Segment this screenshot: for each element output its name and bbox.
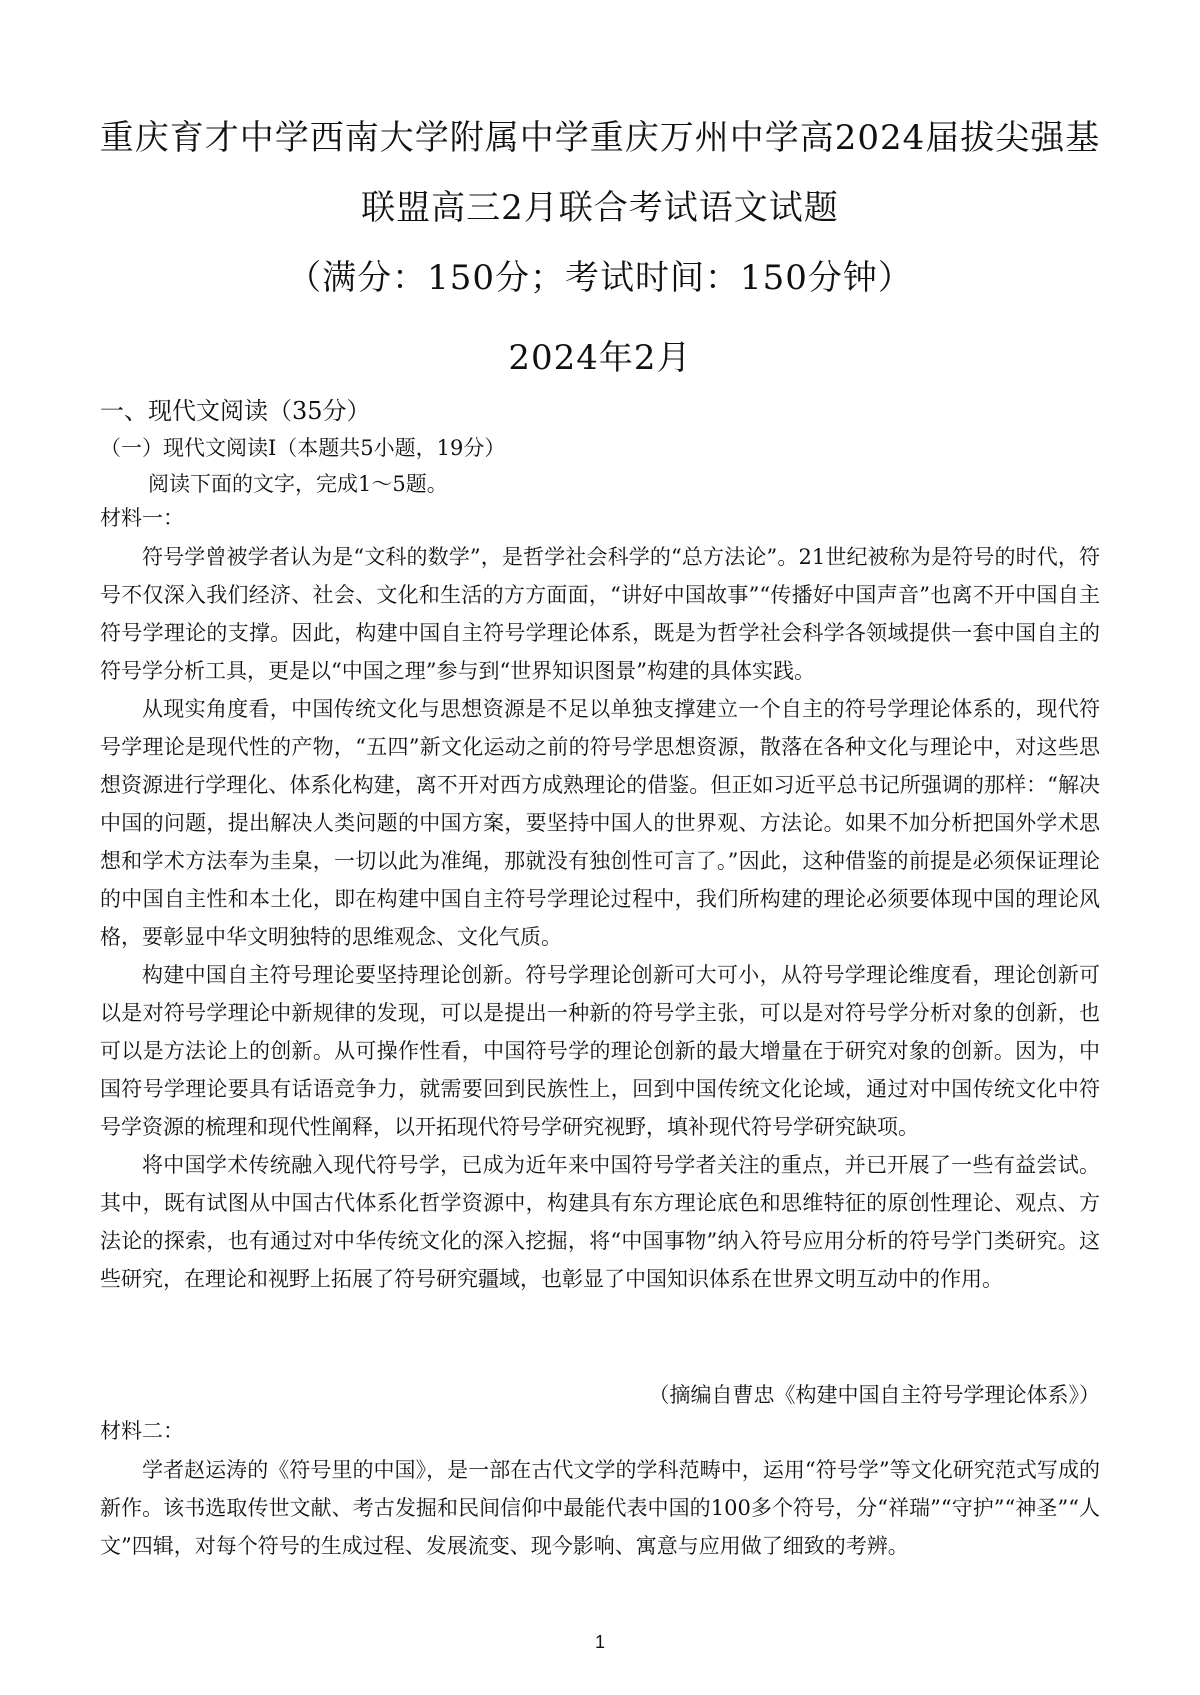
exam-title-line-1: 重庆育才中学西南大学附属中学重庆万州中学高2024届拔尖强基 <box>99 118 1101 158</box>
exam-title-line-2: 联盟高三2月联合考试语文试题 <box>361 188 839 228</box>
reading-instruction: 阅读下面的文字，完成1～5题。 <box>148 472 448 496</box>
subsection-heading: （一）现代文阅读Ⅰ（本题共5小题，19分） <box>100 436 506 460</box>
material-2-paragraph-1: 学者赵运涛的《符号里的中国》，是一部在古代文学的学科范畴中，运用“符号学”等文化研究范式写成的新作。该书选取传世文献、考古发掘和民间信仰中最能代表中国的100多个符号，分“祥瑞”“守护”“神圣”“人文”四辑，对每个符号的生成过程、发展流变、现今影响、寓意与应用做了细致的考辨。 <box>100 1458 1100 1558</box>
material-1-label: 材料一： <box>100 506 184 530</box>
exam-date: 2024年2月 <box>508 338 692 378</box>
page-number: 1 <box>594 1632 605 1652</box>
material-1-paragraph-4: 将中国学术传统融入现代符号学，已成为近年来中国符号学者关注的重点，并已开展了一些有益尝试。其中，既有试图从中国古代体系化哲学资源中，构建具有东方理论底色和思维特征的原创性理论、观点、方法论的探索，也有通过对中华传统文化的深入挖掘，将“中国事物”纳入符号应用分析的符号学门类研究。这些研究，在理论和视野上拓展了符号研究疆域，也彰显了中国知识体系在世界文明互动中的作用。 <box>100 1153 1100 1291</box>
material-1-body <box>100 538 1100 1298</box>
exam-score-time: （满分：150分；考试时间：150分钟） <box>287 258 913 298</box>
material-2-body <box>100 1451 1100 1565</box>
material-2-label: 材料二： <box>100 1419 184 1443</box>
material-1-source: （摘编自曹忠《构建中国自主符号学理论体系》） <box>648 1383 1100 1407</box>
material-1-paragraph-2: 从现实角度看，中国传统文化与思想资源是不足以单独支撑建立一个自主的符号学理论体系的，现代符号学理论是现代性的产物，“五四”新文化运动之前的符号学思想资源，散落在各种文化与理论中，对这些思想资源进行学理化、体系化构建，离不开对西方成熟理论的借鉴。但正如习近平总书记所强调的那样：“解决中国的问题，提出解决人类问题的中国方案，要坚持中国人的世界观、方法论。如果不加分析把国外学术思想和学术方法奉为圭臬，一切以此为准绳，那就没有独创性可言了。”因此，这种借鉴的前提是必须保证理论的中国自主性和本土化，即在构建中国自主符号学理论过程中，我们所构建的理论必须要体现中国的理论风格，要彰显中华文明独特的思维观念、文化气质。 <box>100 697 1100 949</box>
material-1-paragraph-1: 符号学曾被学者认为是“文科的数学”，是哲学社会科学的“总方法论”。21世纪被称为是符号的时代，符号不仅深入我们经济、社会、文化和生活的方方面面，“讲好中国故事”“传播好中国声音”也离不开中国自主符号学理论的支撑。因此，构建中国自主符号学理论体系，既是为哲学社会科学各领域提供一套中国自主的符号学分析工具，更是以“中国之理”参与到“世界知识图景”构建的具体实践。 <box>100 545 1100 683</box>
section-heading: 一、现代文阅读（35分） <box>100 397 371 425</box>
material-1-paragraph-3: 构建中国自主符号理论要坚持理论创新。符号学理论创新可大可小，从符号学理论维度看，理论创新可以是对符号学理论中新规律的发现，可以是提出一种新的符号学主张，可以是对符号学分析对象的创新，也可以是方法论上的创新。从可操作性看，中国符号学的理论创新的最大增量在于研究对象的创新。因为，中国符号学理论要具有话语竞争力，就需要回到民族性上，回到中国传统文化论域，通过对中国传统文化中符号学资源的梳理和现代性阐释，以开拓现代符号学研究视野，填补现代符号学研究缺项。 <box>100 963 1100 1139</box>
